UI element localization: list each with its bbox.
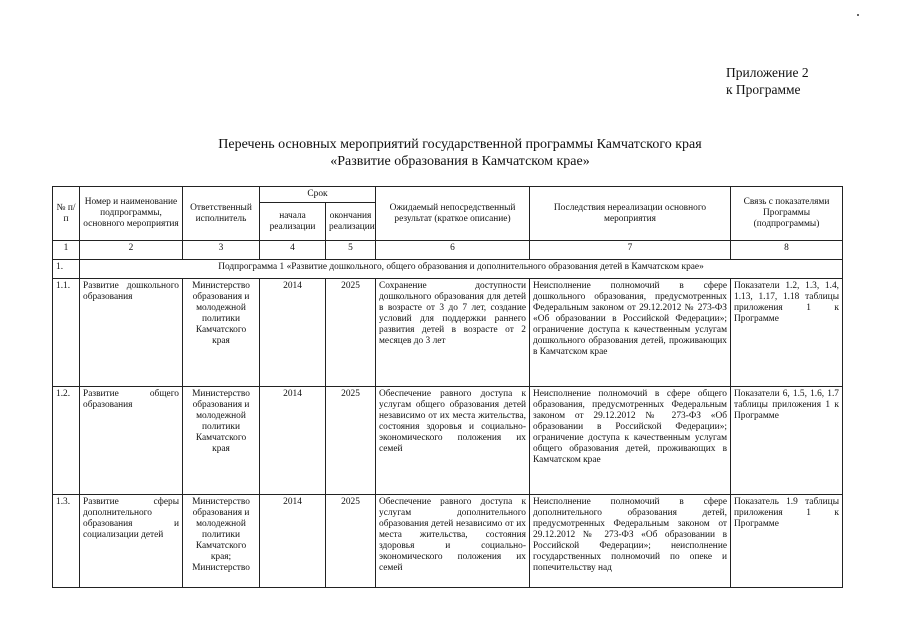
header-result: Ожидаемый непосредственный результат (краткое описание) [376,187,530,241]
subprogram-row [53,260,843,279]
header-link: Связь с показателями Программы (подпрограммы) [731,187,843,241]
column-number: 4 [260,241,326,260]
header-term: Срок [260,187,376,203]
row-result: Обеспечение равного доступа к услугам дополнительного образования детей независимо от их места жительства, состояния здоровья и социально-экономического положения их семей [376,495,530,588]
column-numbers-row [53,241,843,260]
row-start: 2014 [260,279,326,387]
column-number: 3 [183,241,260,260]
row-executor: Министерство образования и молодежной политики Камчатского края [183,279,260,387]
row-consequences: Неисполнение полномочий в сфере общего образования, предусмотренных Федеральным законом от 29.12.2012 № 273-ФЗ «Об образовании в Российской Федерации»; ограничение доступа к качественным услугам общего образования детей, проживающих в Камчатском крае [530,387,731,495]
column-number: 2 [80,241,183,260]
row-num: 1.1. [53,279,80,387]
column-number: 1 [53,241,80,260]
appendix-label [726,64,809,98]
row-consequences: Неисполнение полномочий в сфере дошкольного образования, предусмотренных Федеральным законом от 29.12.2012 № 273-ФЗ «Об образовании в Российской Федерации»; ограничение доступа к качественным услугам дошкольного образования детей, проживающих в Камчатском крае [530,279,731,387]
appendix-line-1: Приложение 2 [726,65,809,80]
title-line-2: «Развитие образования в Камчатском крае» [330,154,590,169]
row-num: 1.3. [53,495,80,588]
table-row [53,387,843,495]
header-consequences: Последствия нереализации основного мероприятия [530,187,731,241]
header-num: № п/п [53,187,80,241]
header-start: начала реализации [260,203,326,241]
row-name: Развитие дошкольного образования [80,279,183,387]
scan-dot [857,14,859,16]
table-row [53,279,843,387]
row-start: 2014 [260,387,326,495]
table-row [53,495,843,588]
header-row-1 [53,187,843,203]
row-start: 2014 [260,495,326,588]
document-title [160,136,760,170]
row-num: 1.2. [53,387,80,495]
row-end: 2025 [326,495,376,588]
row-result: Сохранение доступности дошкольного образования для детей в возрасте от 3 до 7 лет, создание условий для поддержки раннего развития детей в возрасте от 2 месяцев до 3 лет [376,279,530,387]
row-name: Развитие сферы дополнительного образования и социализации детей [80,495,183,588]
header-executor: Ответственный исполнитель [183,187,260,241]
row-executor: Министерство образования и молодежной политики Камчатского края [183,387,260,495]
row-consequences: Неисполнение полномочий в сфере дополнительного образования детей, предусмотренных Федеральным законом от 29.12.2012 № 273-ФЗ «Об образовании в Российской Федерации»; неисполнение государственных полномочий по опеке и попечительству над [530,495,731,588]
row-link: Показатель 1.9 таблицы приложения 1 к Программе [731,495,843,588]
subprogram-title: Подпрограмма 1 «Развитие дошкольного, общего образования и дополнительного образования детей в Камчатском крае» [80,260,843,279]
appendix-line-2: к Программе [726,82,801,97]
row-result: Обеспечение равного доступа к услугам общего образования детей независимо от их места жительства, состояния здоровья и социально-экономического положения их семей [376,387,530,495]
column-number: 8 [731,241,843,260]
row-end: 2025 [326,387,376,495]
subprogram-num: 1. [53,260,80,279]
row-executor: Министерство образования и молодежной политики Камчатского края; Министерство [183,495,260,588]
row-link: Показатели 6, 1.5, 1.6, 1.7 таблицы приложения 1 к Программе [731,387,843,495]
row-end: 2025 [326,279,376,387]
title-line-1: Перечень основных мероприятий государственной программы Камчатского края [218,137,702,152]
measures-table [52,186,843,588]
header-name: Номер и наименование подпрограммы, основного мероприятия [80,187,183,241]
row-name: Развитие общего образования [80,387,183,495]
column-number: 6 [376,241,530,260]
header-end: окончания реализации [326,203,376,241]
column-number: 5 [326,241,376,260]
column-number: 7 [530,241,731,260]
row-link: Показатели 1.2, 1.3, 1.4, 1.13, 1.17, 1.18 таблицы приложения 1 к Программе [731,279,843,387]
